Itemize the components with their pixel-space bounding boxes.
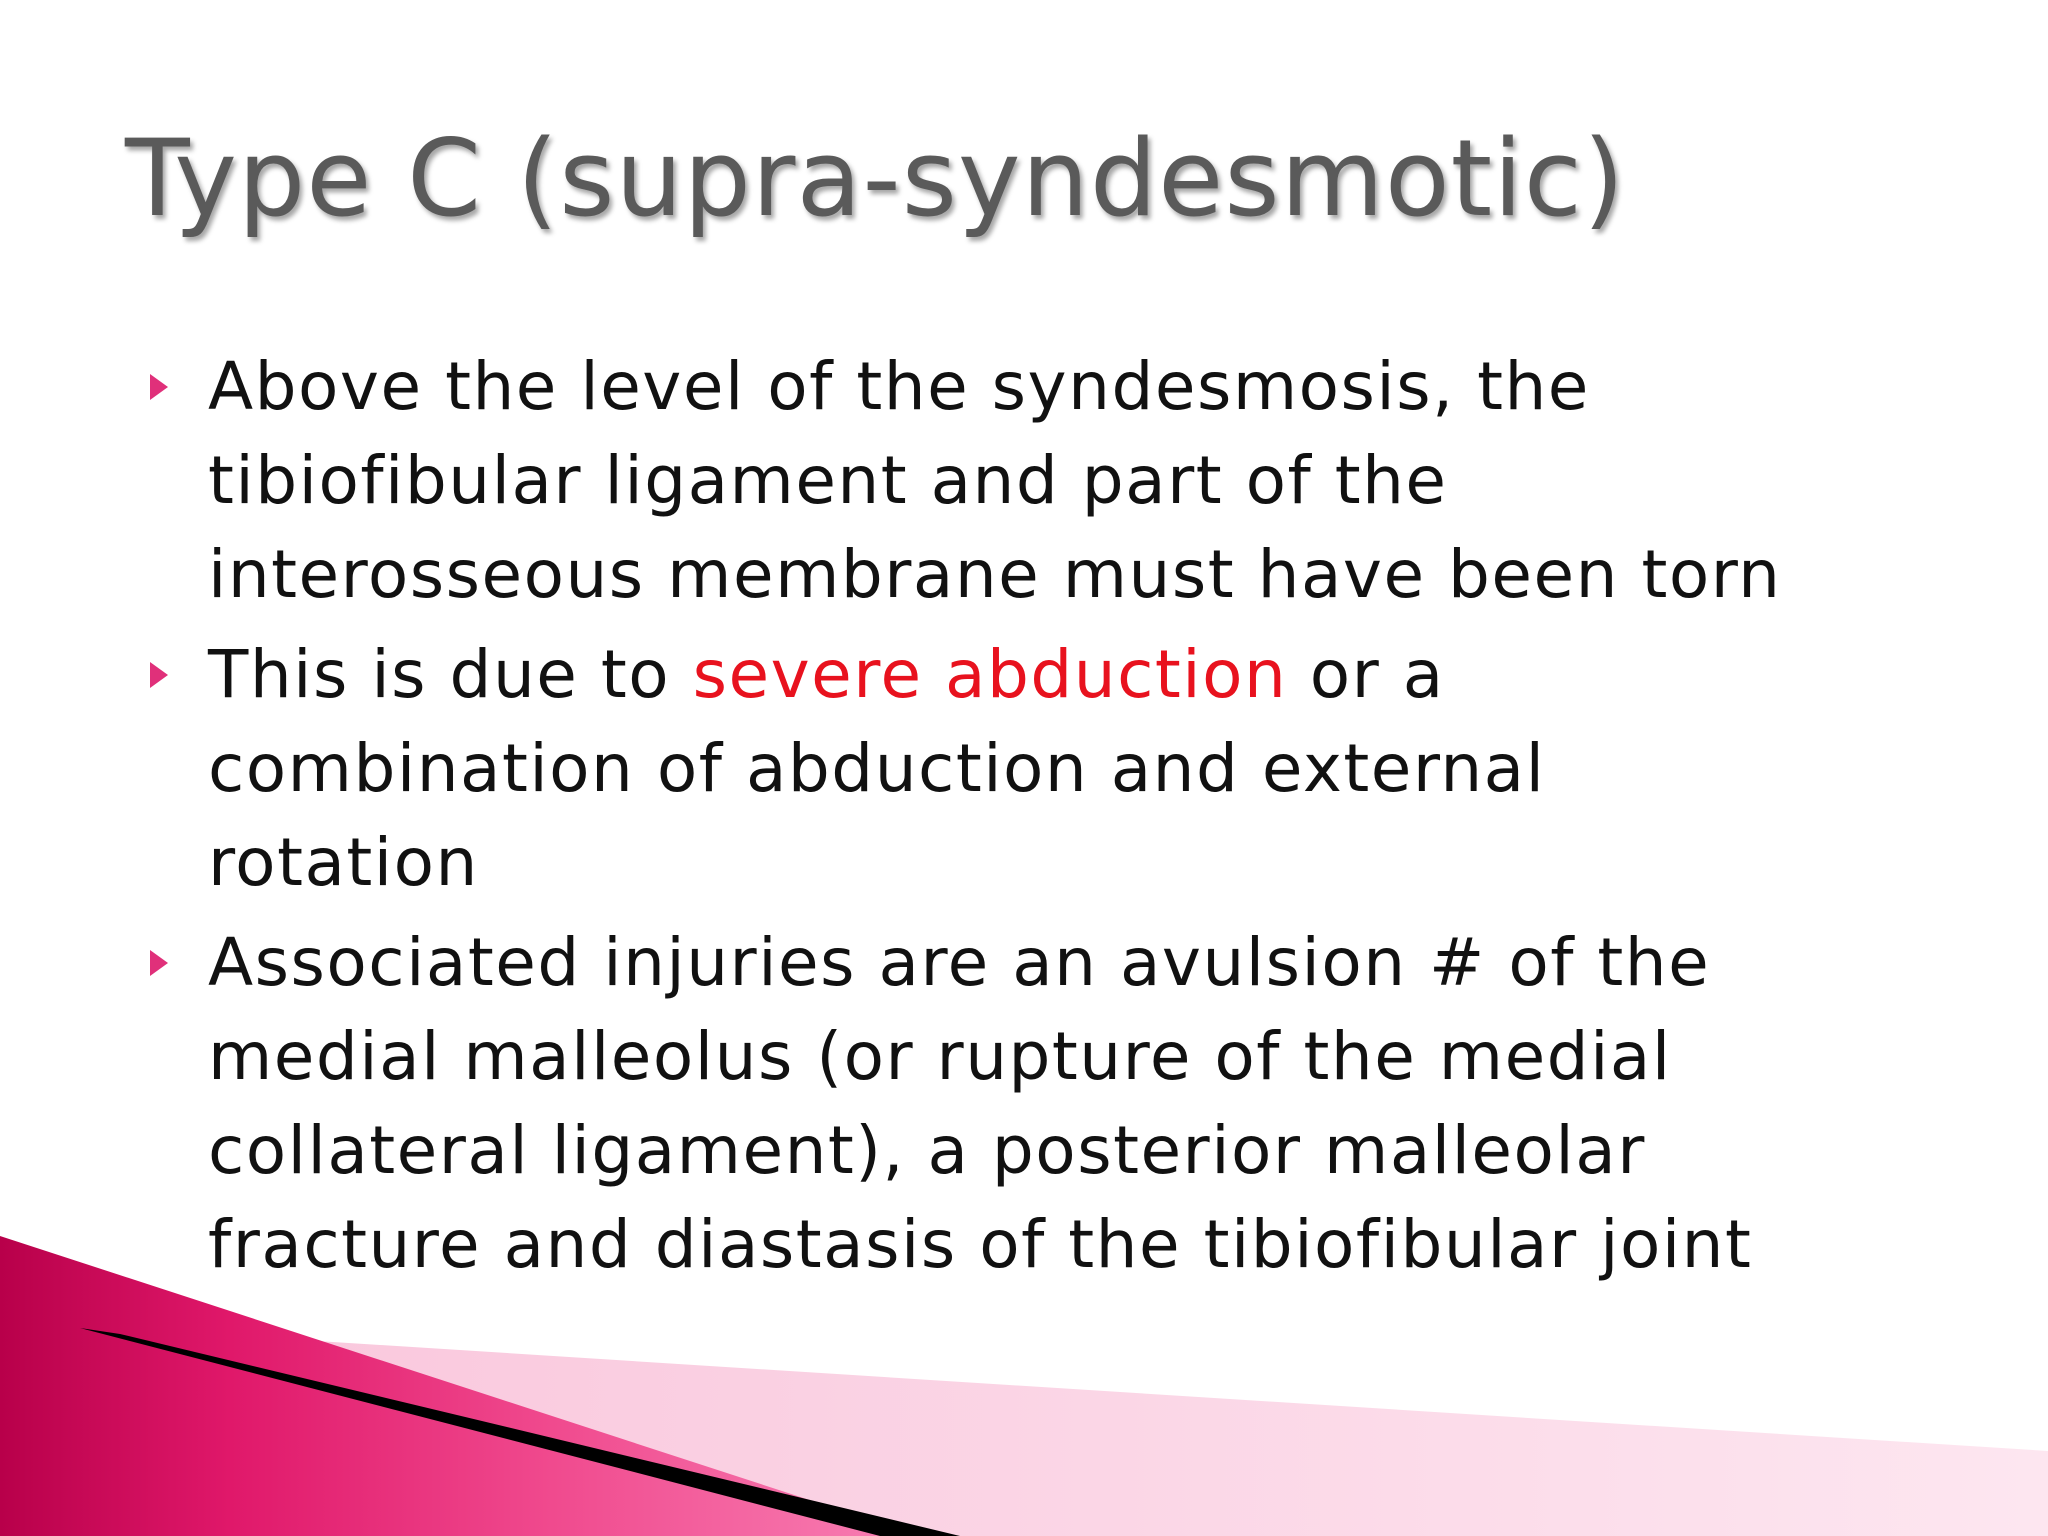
bullet-line: fracture and diastasis of the tibiofibular joint [208, 1206, 1753, 1283]
bullet-line: medial malleolus (or rupture of the medial [208, 1018, 1672, 1095]
bullet-list [148, 340, 1968, 1298]
bullet-text: This is due to [208, 636, 693, 713]
bullet-line [208, 628, 1968, 722]
triangle-bullet-icon [150, 950, 168, 976]
bullet-text: or a [1287, 636, 1445, 713]
decorative-swoosh [0, 1236, 2048, 1536]
bullet-line: combination of abduction and external [208, 730, 1546, 807]
bullet-line: rotation [208, 824, 479, 901]
bullet-line: tibiofibular ligament and part of the [208, 442, 1448, 519]
slide-title: Type C (supra-syndesmotic) [125, 117, 1626, 240]
bullet-line: interosseous membrane must have been torn [208, 536, 1782, 613]
highlighted-text: severe abduction [692, 636, 1288, 713]
triangle-bullet-icon [150, 662, 168, 688]
triangle-bullet-icon [150, 374, 168, 400]
bullet-line: Associated injuries are an avulsion # of the [208, 924, 1711, 1001]
bullet-line: Above the level of the syndesmosis, the [208, 348, 1590, 425]
bullet-item-1 [148, 340, 1968, 622]
bullet-item-2 [148, 628, 1968, 910]
bullet-line: collateral ligament), a posterior malleolar [208, 1112, 1646, 1189]
